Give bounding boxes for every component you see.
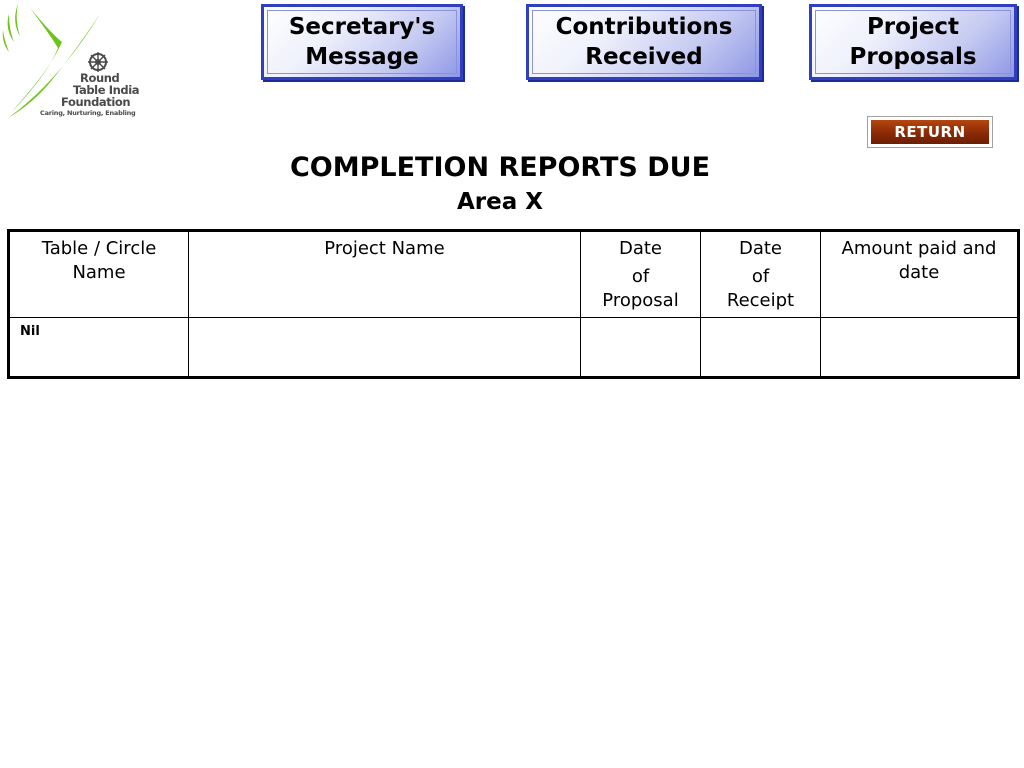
secretarys-message-label: Secretary's Message	[288, 14, 436, 70]
logo-line-1: Round	[80, 71, 120, 85]
table-cell	[189, 318, 581, 378]
table-cell	[821, 318, 1019, 378]
logo-org-name	[60, 72, 139, 108]
header-amount-paid-and-date	[821, 231, 1019, 318]
header-table-circle-name	[9, 231, 189, 318]
table-row	[9, 318, 1019, 378]
foundation-logo[interactable]	[0, 0, 150, 125]
header-text: Proposal	[602, 290, 679, 311]
return-button-frame	[867, 116, 993, 148]
project-proposals-label: Project Proposals	[849, 14, 977, 70]
header-text: Date	[618, 238, 663, 259]
header-text: Amount paid and	[841, 238, 997, 259]
header-text: Table / Circle	[41, 238, 157, 259]
header-date-of-proposal	[581, 231, 701, 318]
return-button[interactable]	[871, 120, 989, 144]
header-text: Project Name	[324, 238, 445, 259]
header-text: of	[751, 266, 770, 287]
header-text: date	[898, 262, 940, 283]
contributions-received-button[interactable]	[526, 4, 762, 80]
header-project-name	[189, 231, 581, 318]
completion-reports-table	[7, 229, 1020, 379]
header-date-of-receipt	[701, 231, 821, 318]
contributions-received-label: Contributions Received	[555, 14, 733, 70]
project-proposals-button[interactable]	[809, 4, 1017, 80]
page-title: COMPLETION REPORTS DUE	[289, 152, 711, 183]
logo-tagline: Caring, Nurturing, Enabling	[40, 109, 136, 117]
table-cell	[581, 318, 701, 378]
table-header-row	[9, 231, 1019, 318]
header-text: Date	[738, 238, 783, 259]
header-text: Receipt	[726, 290, 795, 311]
logo-line-2: Table India	[73, 83, 140, 97]
header-text: of	[631, 266, 650, 287]
table-cell	[701, 318, 821, 378]
return-label: RETURN	[894, 123, 966, 141]
secretarys-message-button[interactable]	[261, 4, 463, 80]
table-cell: Nil	[9, 318, 189, 378]
header-text: Name	[72, 262, 126, 283]
logo-line-3: Foundation	[61, 95, 131, 109]
page-subtitle: Area X	[456, 189, 543, 215]
